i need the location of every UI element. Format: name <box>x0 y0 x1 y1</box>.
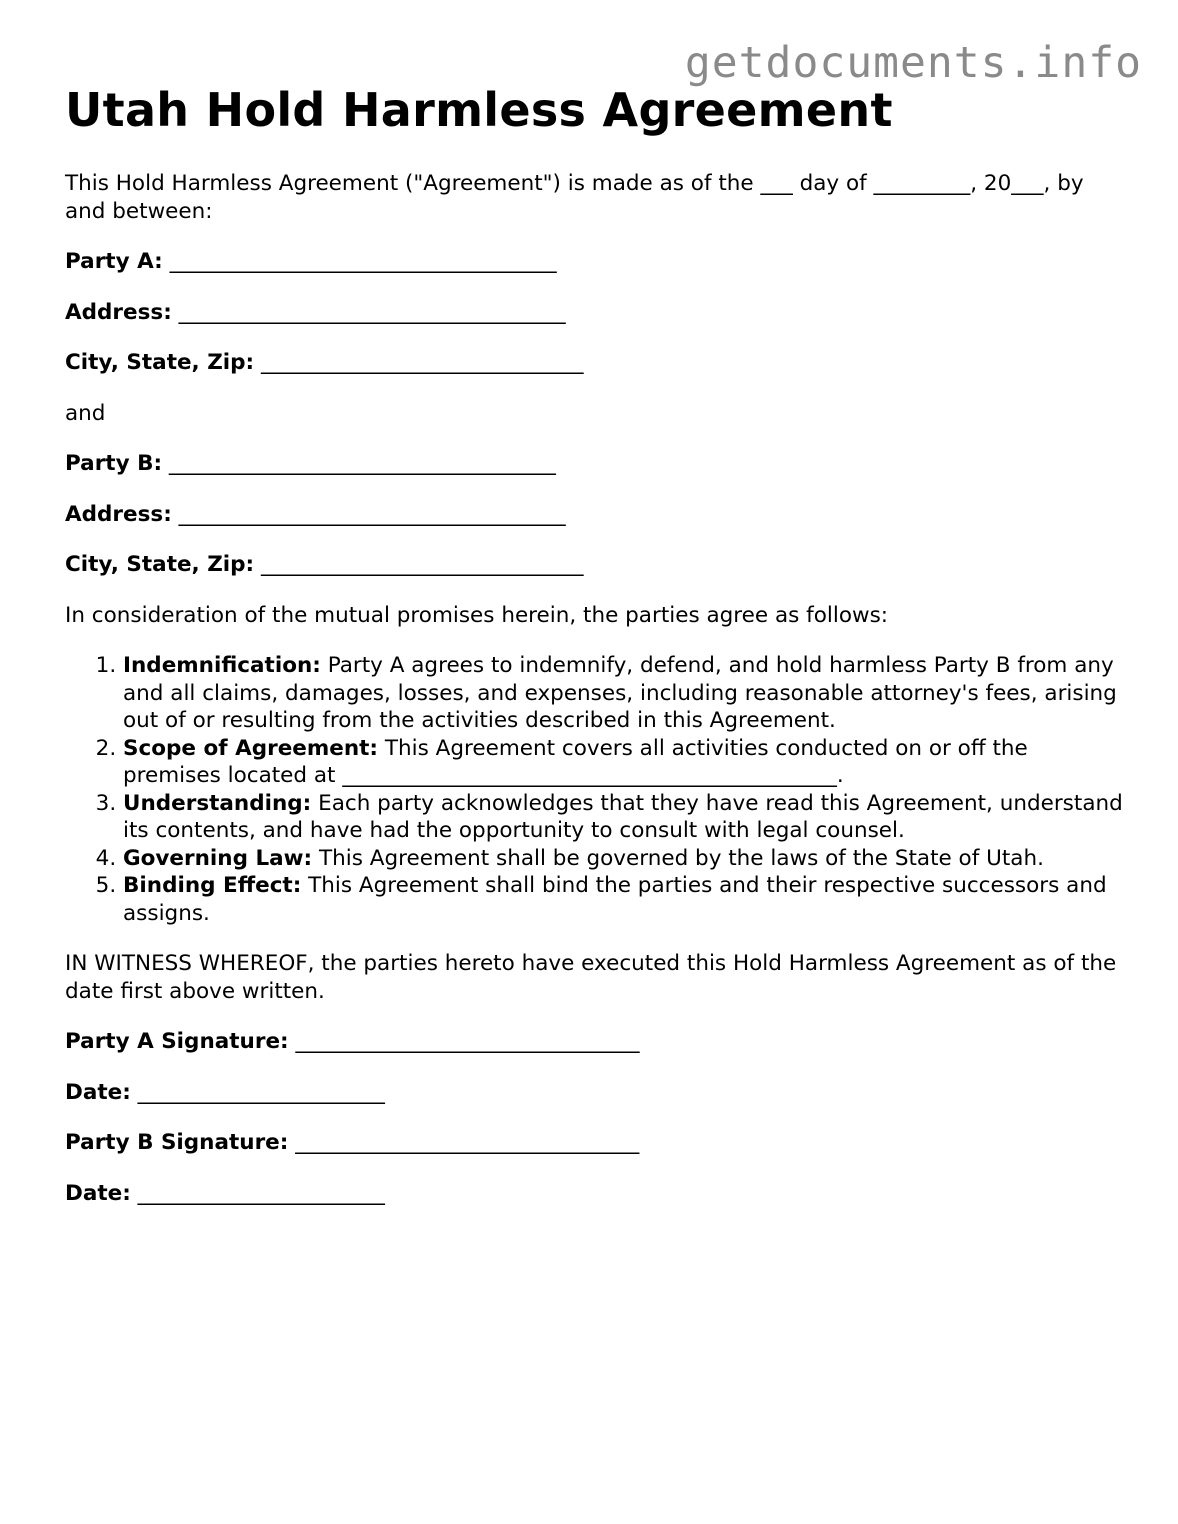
party-b-date-label: Date: <box>65 1180 131 1206</box>
party-b-address-label: Address: <box>65 501 172 527</box>
term-title: Indemnification: <box>123 653 321 678</box>
party-a-signature-label: Party A Signature: <box>65 1029 289 1054</box>
term-item-indemnification <box>123 652 1125 735</box>
document-title: Utah Hold Harmless Agreement <box>65 83 893 137</box>
party-a-city-blank: ______________________________ <box>261 350 584 375</box>
document-page <box>65 82 1125 1207</box>
party-a-date-label: Date: <box>65 1079 131 1105</box>
party-b-city-field <box>65 551 1125 579</box>
party-b-address-field <box>65 501 1125 529</box>
watermark-text: getdocuments.info <box>684 38 1142 88</box>
term-text: This Agreement shall be governed by the laws of the State of Utah. <box>319 845 1044 871</box>
party-b-name-label: Party B: <box>65 451 163 476</box>
party-a-signature-blank: ________________________________ <box>295 1029 640 1054</box>
party-a-address-label: Address: <box>65 299 172 325</box>
term-text: Party A agrees to indemnify, defend, and hold harmless Party B from any and all claims, damages, losses, and expenses, including reasonable attorney's fees, arising out of or resulting from the activities described in this Agreement. <box>123 653 1117 733</box>
party-b-signature-blank: ________________________________ <box>295 1130 640 1155</box>
party-b-address-blank: ____________________________________ <box>178 501 566 527</box>
party-b-date-blank: _______________________ <box>137 1180 385 1206</box>
party-b-signature-field <box>65 1129 1125 1157</box>
term-text: This Agreement shall bind the parties and their respective successors and assigns. <box>123 873 1107 926</box>
intro-paragraph: This Hold Harmless Agreement ("Agreement") is made as of the ___ day of _________, 20___, by and between: <box>65 171 1084 224</box>
party-a-name-blank: ____________________________________ <box>169 249 557 274</box>
terms-list <box>65 652 1125 927</box>
party-a-name-label: Party A: <box>65 249 163 274</box>
party-b-name-field <box>65 450 1125 478</box>
party-b-city-blank: ______________________________ <box>261 552 584 577</box>
party-b-signature-label: Party B Signature: <box>65 1130 289 1155</box>
party-a-city-label: City, State, Zip: <box>65 350 255 375</box>
party-a-address-blank: ____________________________________ <box>178 299 566 325</box>
term-item-binding-effect <box>123 872 1125 927</box>
term-title: Binding Effect: <box>123 873 302 898</box>
party-b-date-field <box>65 1180 1125 1208</box>
and-text: and <box>65 400 106 426</box>
term-text: Each party acknowledges that they have read this Agreement, understand its contents, and have had the opportunity to consult with legal counsel. <box>123 790 1123 843</box>
term-title: Governing Law: <box>123 845 313 871</box>
party-a-signature-field <box>65 1028 1125 1056</box>
party-a-name-field <box>65 248 1125 276</box>
consideration-paragraph: In consideration of the mutual promises herein, the parties agree as follows: <box>65 602 889 628</box>
party-a-date-blank: _______________________ <box>137 1079 385 1105</box>
term-item-governing-law <box>123 845 1125 873</box>
term-item-scope <box>123 735 1125 790</box>
party-a-address-field <box>65 299 1125 327</box>
party-b-name-blank: ____________________________________ <box>168 451 556 476</box>
party-a-city-field <box>65 349 1125 377</box>
witness-paragraph: IN WITNESS WHEREOF, the parties hereto have executed this Hold Harmless Agreement as of the date first above written. <box>65 951 1117 1004</box>
party-b-city-label: City, State, Zip: <box>65 552 255 577</box>
party-a-date-field <box>65 1079 1125 1107</box>
term-text: This Agreement covers all activities conducted on or off the premises located at ______________________________________________. <box>123 735 1028 788</box>
term-title: Understanding: <box>123 790 312 816</box>
term-item-understanding <box>123 790 1125 845</box>
term-title: Scope of Agreement: <box>123 735 379 761</box>
